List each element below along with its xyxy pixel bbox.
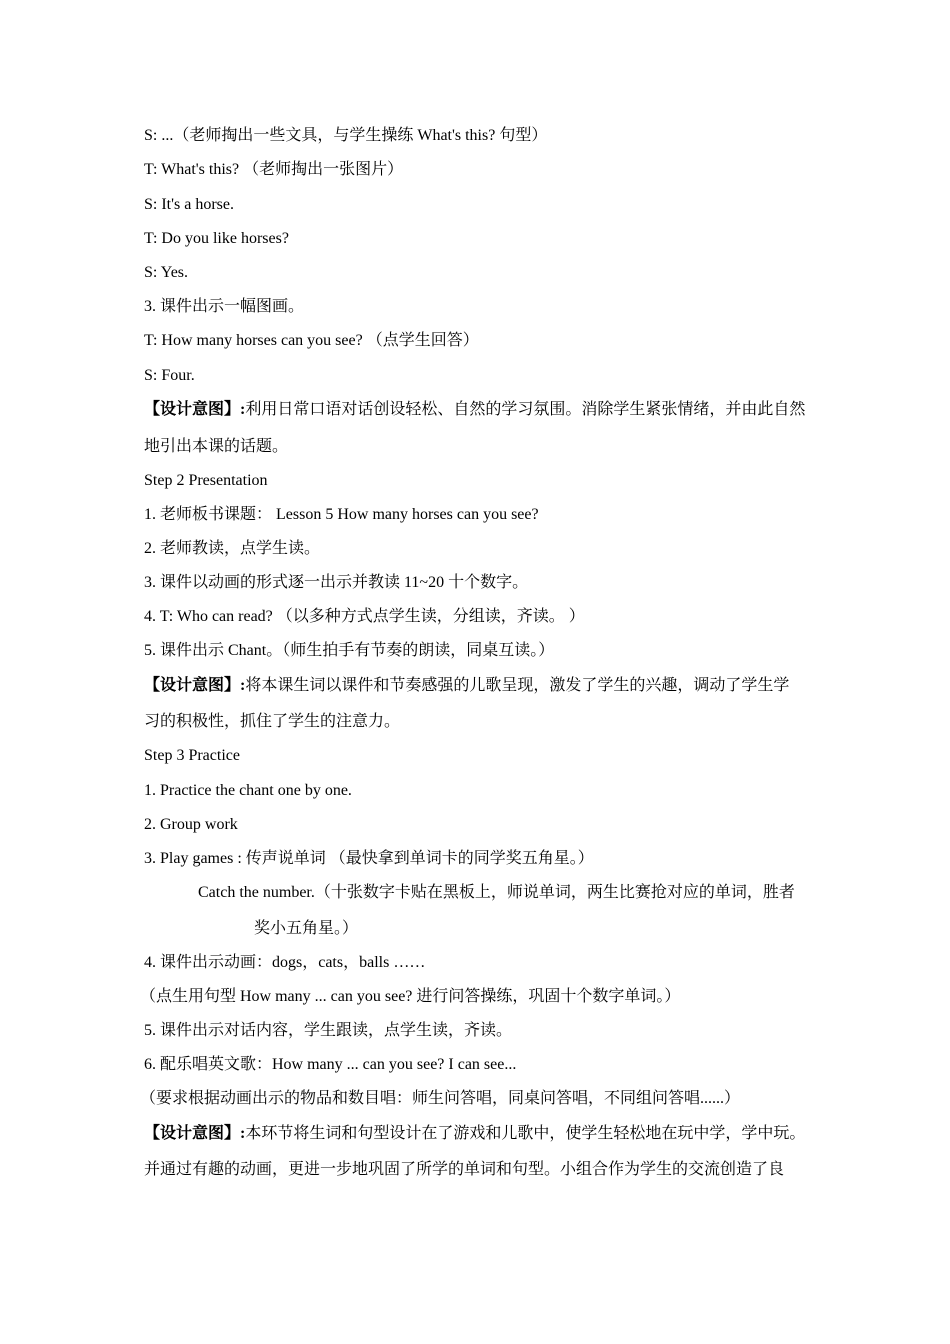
dialogue-line: T: Do you like horses? <box>144 230 289 247</box>
step-item: 4. T: Who can read? （以多种方式点学生读，分组读，齐读。 ） <box>144 608 585 625</box>
design-intent-paragraph <box>144 400 805 420</box>
dialogue-line: T: How many horses can you see? （点学生回答） <box>144 332 479 349</box>
design-intent-paragraph <box>144 1124 805 1144</box>
step-item: 1. 老师板书课题： Lesson 5 How many horses can you see? <box>144 506 539 523</box>
section-heading: Step 3 Practice <box>144 747 240 764</box>
design-intent-text: 本环节将生词和句型设计在了游戏和儿歌中，使学生轻松地在玩中学，学中玩。 <box>245 1125 806 1142</box>
dialogue-line: S: It's a horse. <box>144 196 234 213</box>
step-item: 6. 配乐唱英文歌：How many ... can you see? I can see... <box>144 1056 517 1073</box>
step-note: （要求根据动画出示的物品和数目唱：师生问答唱，同桌问答唱，不同组问答唱......） <box>140 1090 741 1107</box>
paragraph-continuation: 习的积极性，抓住了学生的注意力。 <box>144 713 401 730</box>
step-item: 2. 老师教读，点学生读。 <box>144 540 321 557</box>
paragraph-continuation: 地引出本课的话题。 <box>144 438 289 455</box>
step-item: 5. 课件出示 Chant。（师生拍手有节奏的朗读，同桌互读。） <box>144 642 555 659</box>
dialogue-line: S: ...（老师掏出一些文具，与学生操练 What's this? 句型） <box>144 127 548 144</box>
step-item: 3. 课件以动画的形式逐一出示并教读 11~20 十个数字。 <box>144 574 529 591</box>
paragraph-continuation: 奖小五角星。） <box>254 920 359 937</box>
paragraph-continuation: 并通过有趣的动画，更进一步地巩固了所学的单词和句型。小组合作为学生的交流创造了良 <box>144 1161 785 1178</box>
step-item: 3. Play games : 传声说单词 （最快拿到单词卡的同学奖五角星。） <box>144 850 594 867</box>
step-item: 4. 课件出示动画：dogs，cats，balls …… <box>144 954 426 971</box>
step-item: 2. Group work <box>144 816 238 833</box>
design-intent-text: 将本课生词以课件和节奏感强的儿歌呈现，激发了学生的兴趣，调动了学生学 <box>245 677 790 694</box>
step-item: 1. Practice the chant one by one. <box>144 782 352 799</box>
dialogue-line: T: What's this? （老师掏出一张图片） <box>144 161 404 178</box>
design-intent-label: 【设计意图】: <box>144 1125 246 1142</box>
step-item: 3. 课件出示一幅图画。 <box>144 298 305 315</box>
design-intent-text: 利用日常口语对话创设轻松、自然的学习氛围。消除学生紧张情绪，并由此自然 <box>245 401 806 418</box>
design-intent-paragraph <box>144 676 789 696</box>
dialogue-line: S: Yes. <box>144 264 189 281</box>
dialogue-line: S: Four. <box>144 367 195 384</box>
design-intent-label: 【设计意图】: <box>144 677 246 694</box>
step-item: 5. 课件出示对话内容，学生跟读，点学生读，齐读。 <box>144 1022 513 1039</box>
section-heading: Step 2 Presentation <box>144 472 268 489</box>
design-intent-label: 【设计意图】: <box>144 401 246 418</box>
step-note: （点生用句型 How many ... can you see? 进行问答操练，巩固十个数字单词。） <box>140 988 681 1005</box>
step-subitem: Catch the number.（十张数字卡贴在黑板上，师说单词，两生比赛抢对应的单词，胜者 <box>198 884 795 901</box>
